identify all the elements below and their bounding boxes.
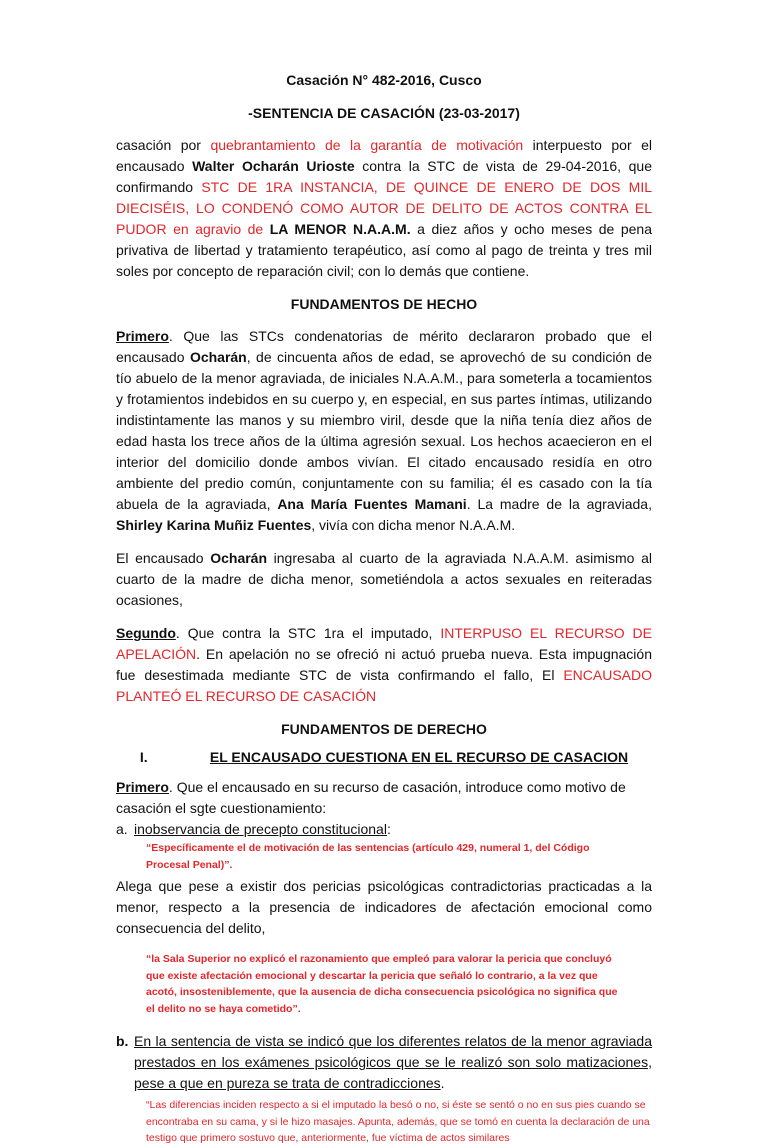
- paragraph-text: , vivía con dicha menor N.A.A.M.: [311, 517, 516, 533]
- red-highlight: ENCAUSADO PLANTEÓ EL RECURSO DE CASACIÓN: [116, 667, 652, 704]
- paragraph-label: Segundo: [116, 625, 176, 641]
- intro-text: casación por: [116, 137, 211, 153]
- intro-highlight: quebrantamiento de la garantía de motivación: [210, 137, 524, 153]
- document-title: Casación N° 482-2016, Cusco: [286, 72, 482, 88]
- paragraph-text: . Que contra la STC 1ra el imputado,: [175, 625, 441, 641]
- quote-b: “Las diferencias inciden respecto a si el imputado la besó o no, si éste se sentó o no en sus pies cuando se encontraba en su cama, y si le hizo masajes. Apunta, además, que se tomó en cuenta la declaración de una testigo que primero sostuvo que, anteriormente, fue víctima de actos similares: [146, 1099, 650, 1144]
- section-heading-derecho: FUNDAMENTOS DE DERECHO: [281, 721, 487, 737]
- intro-highlight: en agravio de: [166, 221, 270, 237]
- quote-sala-superior: “la Sala Superior no explicó el razonamiento que empleó para valorar la pericia que concluyó que existe afectación emocional y descartar la pericia que señaló lo contrario, a la vez que acotó, insosteniblemente, que la ausencia de dicha consecuencia psicológica no significa que el delito no se haya cometido”.: [146, 953, 618, 1015]
- list-item-b: [116, 1031, 652, 1094]
- alega-paragraph: Alega que pese a existir dos pericias psicológicas contradictorias practicadas a la menor, respecto a la presencia de indicadores de afectación emocional como consecuencia del delito,: [116, 878, 652, 936]
- list-item-dot: .: [440, 1075, 445, 1091]
- paragraph-text: ingresaba al cuarto de la agraviada N.A.A.M. asimismo al cuarto de la madre de dicha menor, sometiéndola a actos sexuales en reiteradas ocasiones,: [116, 550, 652, 608]
- document-subtitle: -SENTENCIA DE CASACIÓN (23-03-2017): [248, 105, 520, 121]
- paragraph-text: . La madre de la agraviada,: [466, 496, 652, 512]
- paragraph-text: El encausado: [116, 550, 211, 566]
- victim-initials: LA MENOR N.A.A.M.: [269, 221, 411, 237]
- intro-text: a diez años y ocho meses de pena privativa de libertad y tratamiento terapéutico, así como al pago de treinta y tres mil soles por concepto de reparación civil; con lo demás que contiene.: [116, 221, 652, 279]
- paragraph-label: Primero: [116, 328, 169, 344]
- paragraph-text: . En apelación no se ofreció ni actuó prueba nueva. Esta impugnación fue desestimada mediante STC de vista confirmando el fallo, El: [116, 646, 652, 683]
- section-heading-hecho: FUNDAMENTOS DE HECHO: [290, 296, 478, 312]
- defendant-name: Walter Ocharán Urioste: [192, 158, 355, 174]
- person-name: Shirley Karina Muñiz Fuentes: [116, 517, 312, 533]
- paragraph-text: . Que las STCs condenatorias de mérito declararon probado que el encausado: [116, 328, 652, 365]
- subsection-title: EL ENCAUSADO CUESTIONA EN EL RECURSO DE CASACION: [209, 749, 629, 765]
- red-highlight: INTERPUSO EL RECURSO DE APELACIÓN: [116, 625, 653, 662]
- paragraph-label: Primero: [116, 779, 169, 795]
- person-name: Ocharán: [210, 550, 268, 566]
- list-item-colon: :: [386, 821, 391, 837]
- intro-paragraph: [116, 135, 652, 282]
- person-name: Ocharán: [189, 349, 247, 365]
- intro-text: interpuesto por el encausado: [116, 137, 652, 174]
- subsection-number: I.: [139, 749, 148, 765]
- list-marker: a.: [116, 821, 128, 837]
- subsection-heading: [116, 749, 652, 765]
- person-name: Ana María Fuentes Mamani: [277, 496, 467, 512]
- list-item-a: [116, 819, 652, 840]
- list-item-text: En la sentencia de vista se indicó que los diferentes relatos de la menor agraviada prestados en los exámenes psicológicos que se le realizó son solo matizaciones, pese a que en pureza se trata de contradicciones: [134, 1033, 652, 1091]
- hecho-paragraph-ingresaba: [116, 548, 652, 611]
- paragraph-text: , de cincuenta años de edad, se aprovechó de su condición de tío abuelo de la menor agraviada, de iniciales N.A.A.M., para someterla a tocamientos y frotamientos indebidos en su cuerpo y, en especial, en sus partes íntimas, utilizando indistintamente las manos y su miembro viril, desde que la niña tenía diez años de edad hasta los trece años de la última agresión sexual. Los hechos acaecieron en el interior del domicilio donde ambos vivían. El citado encausado residía en otro ambiente del predio común, conjuntamente con su familia; él es casado con la tía abuela de la agraviada,: [116, 349, 652, 512]
- paragraph-text: . Que el encausado en su recurso de casación, introduce como motivo de casación el sgte cuestionamiento:: [116, 779, 626, 816]
- derecho-paragraph-primero: [116, 777, 652, 819]
- hecho-paragraph-segundo: [116, 623, 652, 707]
- intro-highlight: STC DE 1RA INSTANCIA, DE QUINCE DE ENERO DE DOS MIL DIECISÉIS, LO CONDENÓ COMO AUTOR DE DELITO DE ACTOS CONTRA EL PUDOR: [116, 179, 652, 237]
- quote-a: “Específicamente el de motivación de las sentencias (artículo 429, numeral 1, del Código Procesal Penal)”.: [146, 842, 590, 871]
- list-marker: b.: [116, 1033, 129, 1049]
- hecho-paragraph-primero: [116, 326, 652, 536]
- list-item-title: inobservancia de precepto constitucional: [134, 821, 387, 837]
- intro-text: contra la STC de vista de 29-04-2016, que confirmando: [116, 158, 652, 195]
